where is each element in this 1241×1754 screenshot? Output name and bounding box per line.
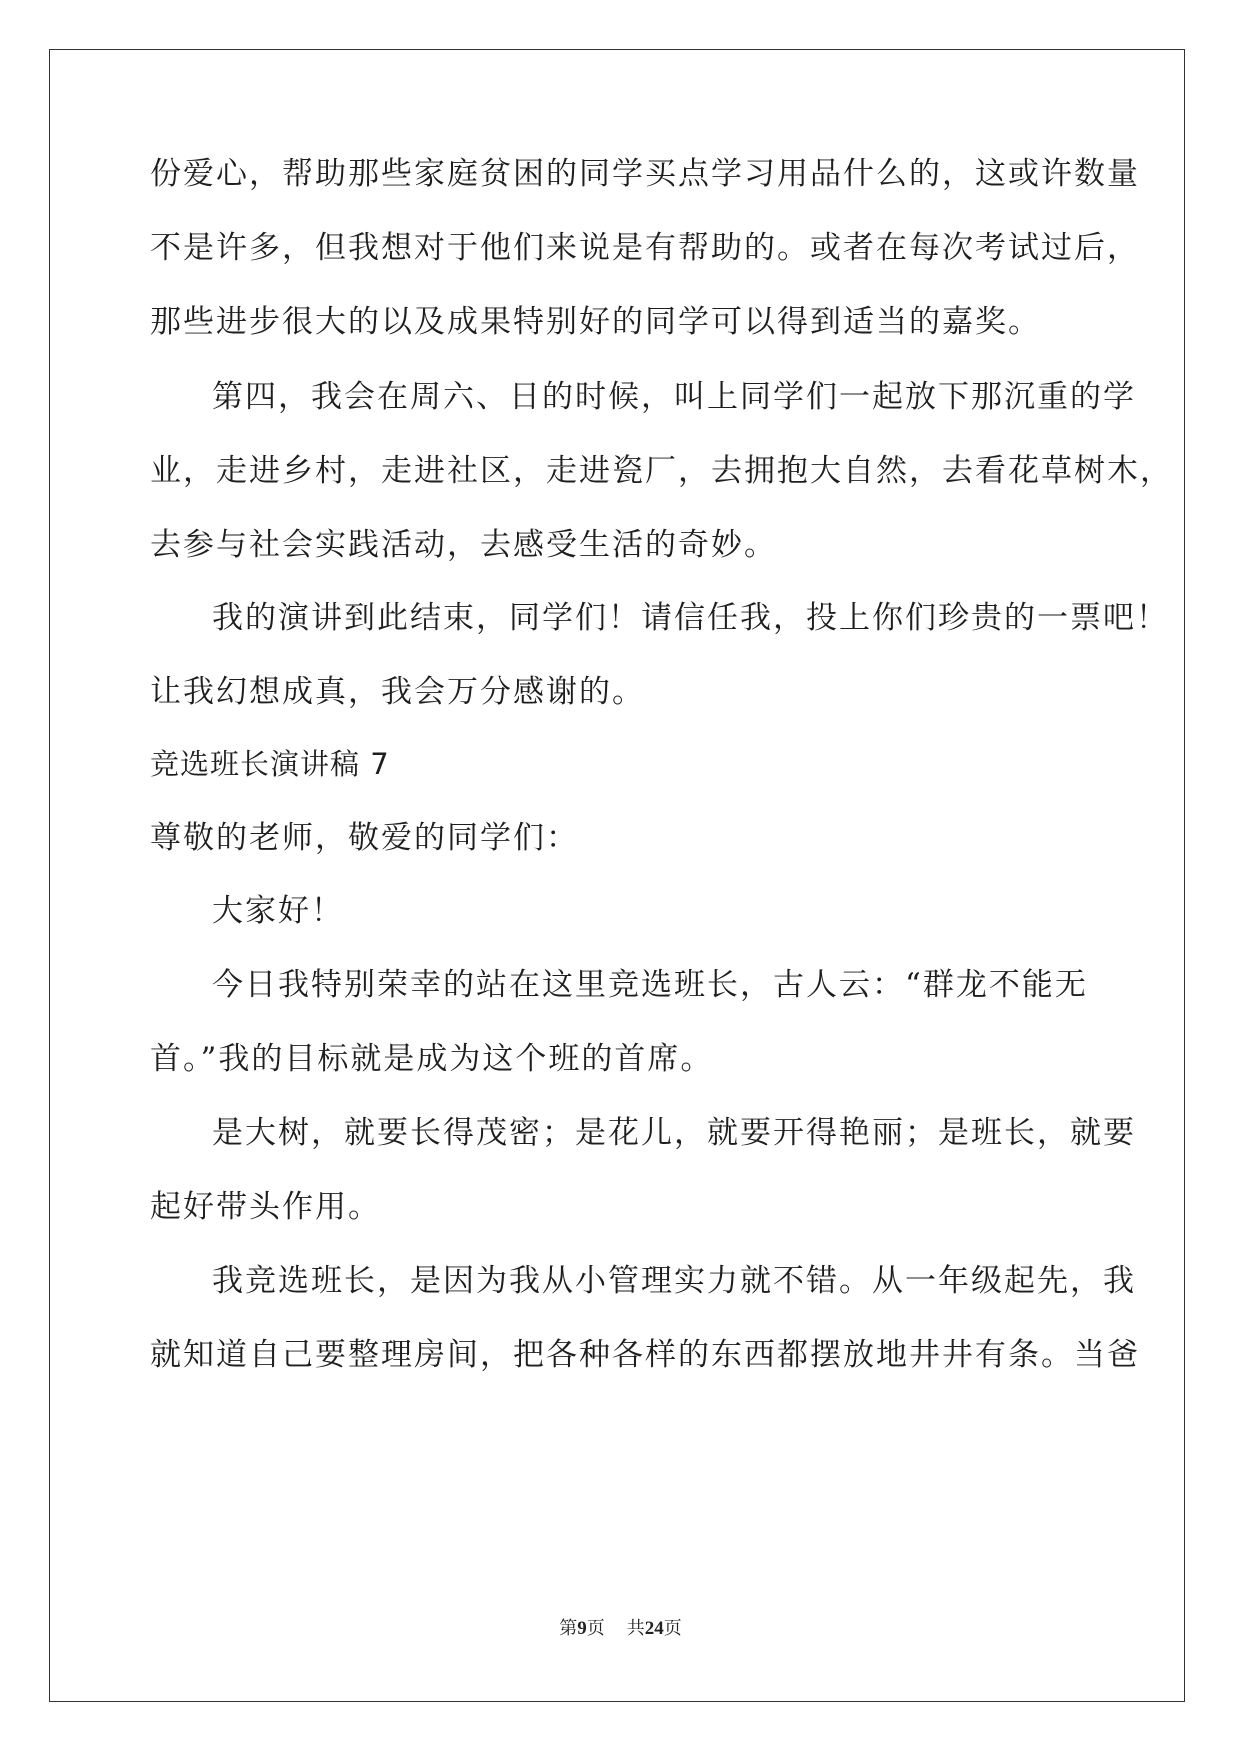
section-heading: 竞选班长演讲稿 7 [150, 747, 390, 781]
total-suffix: 页 [663, 1618, 682, 1639]
page-border [49, 49, 1185, 1702]
text-line: 就知道自己要整理房间，把各种各样的东西都摆放地井井有条。当爸 [150, 1337, 1140, 1373]
text-line: 起好带头作用。 [150, 1189, 381, 1225]
page-suffix: 页 [586, 1618, 605, 1639]
text-line: 今日我特别荣幸的站在这里竞选班长，古人云：“群龙不能无 [212, 967, 1088, 1003]
page-prefix: 第 [559, 1618, 578, 1639]
text-line: 让我幻想成真，我会万分感谢的。 [150, 674, 645, 710]
text-line: 我竞选班长，是因为我从小管理实力就不错。从一年级起先，我 [212, 1263, 1136, 1299]
total-prefix: 共 [626, 1618, 645, 1639]
text-line: 不是许多，但我想对于他们来说是有帮助的。或者在每次考试过后， [150, 230, 1140, 266]
text-line: 份爱心，帮助那些家庭贫困的同学买点学习用品什么的，这或许数量 [150, 156, 1140, 192]
text-line: 首。”我的目标就是成为这个班的首席。 [150, 1041, 714, 1077]
text-line: 那些进步很大的以及成果特别好的同学可以得到适当的嘉奖。 [150, 304, 1041, 340]
text-line: 去参与社会实践活动，去感受生活的奇妙。 [150, 527, 777, 563]
salutation: 尊敬的老师，敬爱的同学们： [150, 820, 579, 856]
text-line: 业，走进乡村，走进社区，走进瓷厂，去拥抱大自然，去看花草树木， [150, 453, 1173, 489]
page-number: 9 [577, 1618, 587, 1639]
page-footer [0, 1614, 1241, 1640]
text-line: 第四，我会在周六、日的时候，叫上同学们一起放下那沉重的学 [212, 379, 1136, 415]
text-line: 我的演讲到此结束，同学们！请信任我，投上你们珍贵的一票吧！ [212, 600, 1169, 636]
greeting: 大家好！ [212, 893, 344, 929]
total-pages: 24 [644, 1618, 664, 1639]
text-line: 是大树，就要长得茂密；是花儿，就要开得艳丽；是班长，就要 [212, 1115, 1136, 1151]
